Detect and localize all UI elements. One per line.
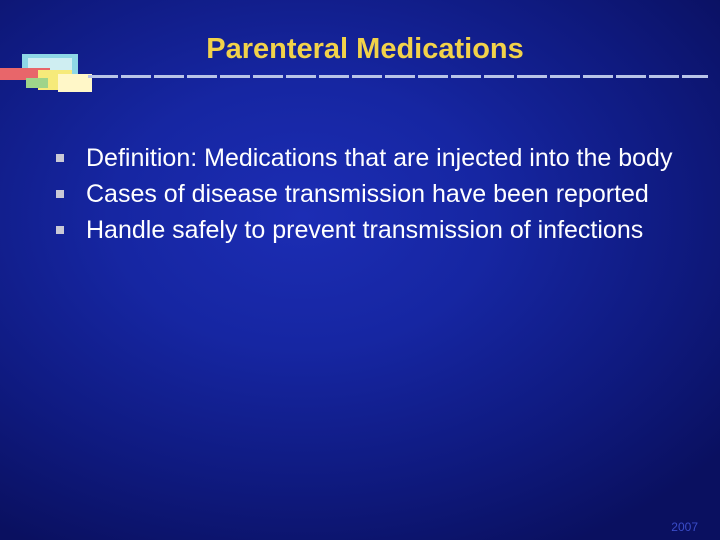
square-bullet-icon: [56, 190, 64, 198]
bullet-item: [56, 140, 676, 176]
bullet-list: [56, 140, 676, 248]
logo-square-green: [26, 78, 48, 88]
slide-title: Parenteral Medications: [206, 33, 524, 65]
logo-square-cream: [58, 74, 92, 92]
bullet-item: [56, 212, 676, 248]
bullet-text: Handle safely to prevent transmission of infections: [86, 216, 644, 244]
bullet-text: Definition: Medications that are injected into the body: [86, 144, 673, 172]
footer-year: 2007: [671, 520, 698, 534]
bullet-text: Cases of disease transmission have been reported: [86, 180, 649, 208]
decorative-squares-logo: [0, 48, 96, 94]
square-bullet-icon: [56, 154, 64, 162]
title-underline-rule: [88, 74, 708, 79]
bullet-item: [56, 176, 676, 212]
square-bullet-icon: [56, 226, 64, 234]
